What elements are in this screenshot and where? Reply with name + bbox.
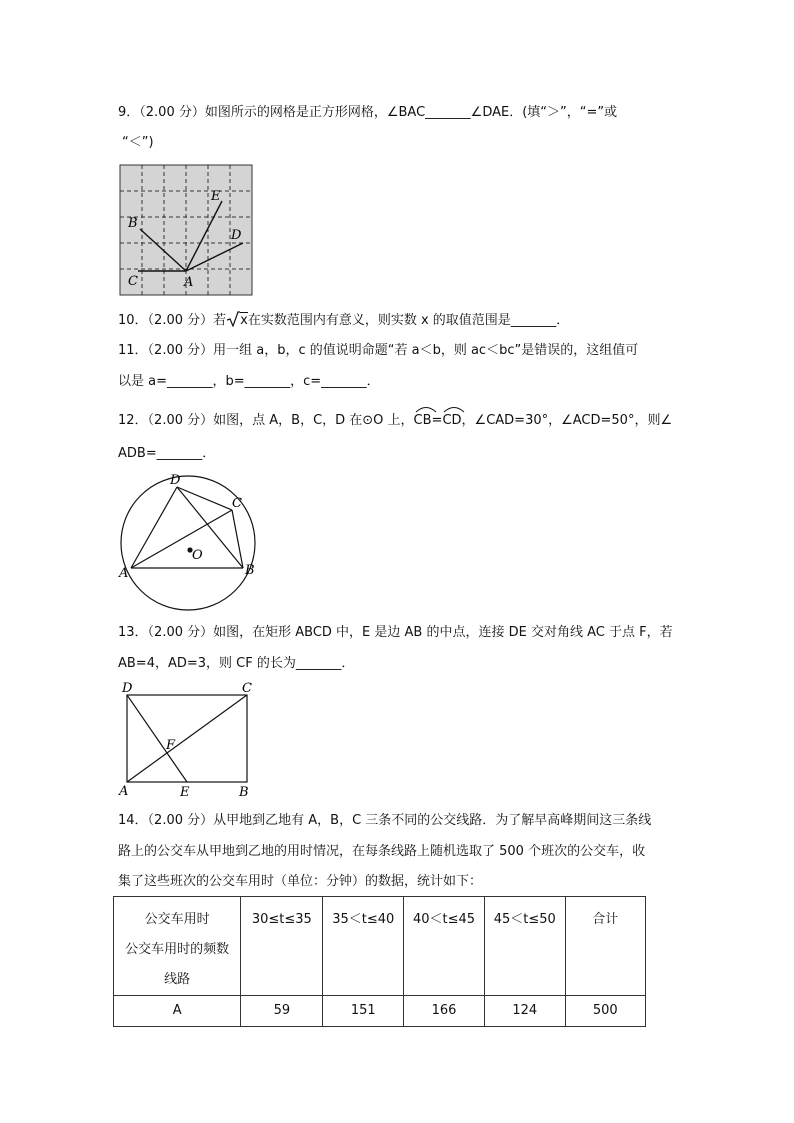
q10-prefix: 10．（2.00 分）若 <box>118 313 227 328</box>
q11-text-line1: 11．（2.00 分）用一组 a，b，c 的值说明命题“若 a＜b，则 ac＜bc”是错误的，这组值可 <box>118 343 639 358</box>
q9-grid-figure <box>118 163 254 297</box>
label-d: D <box>122 681 133 696</box>
header-cell: 45＜t≤50 <box>484 897 565 996</box>
header-cell: 30≤t≤35 <box>241 897 323 996</box>
chord-ac <box>131 510 232 568</box>
chord-cb <box>232 510 243 568</box>
q12-suffix: ，∠CAD=30°，∠ACD=50°，则∠ <box>461 413 673 428</box>
table-corner-cell <box>114 897 241 996</box>
corner-label-route: 线路 <box>164 972 191 987</box>
row-value-cell: 500 <box>565 996 645 1027</box>
q13-text-line2: AB=4，AD=3，则 CF 的长为_______． <box>118 656 355 671</box>
corner-label-frequency: 公交车用时的频数 <box>125 942 230 957</box>
label-f: F <box>166 738 176 753</box>
q10-text <box>118 311 569 330</box>
q14-text-line1: 14．（2.00 分）从甲地到乙地有 A，B，C 三条不同的公交线路．为了解早高峰期间这三条线 <box>118 813 652 828</box>
q12-circle-figure <box>115 468 265 614</box>
header-cell: 40＜t≤45 <box>404 897 485 996</box>
chord-dc <box>177 487 232 510</box>
q9-text-line1: 9．（2.00 分）如图所示的网格是正方形网格，∠BAC_______∠DAE．(填“＞”，“=”或 <box>118 105 618 120</box>
header-cell: 35＜t≤40 <box>323 897 404 996</box>
sqrt-sign-icon <box>226 311 240 327</box>
q13-rectangle-figure <box>112 677 262 801</box>
label-c: C <box>242 681 252 696</box>
q14-text-line2: 路上的公交车从甲地到乙地的用时情况，在每条线路上随机选取了 500 个班次的公交车，收 <box>118 844 646 859</box>
label-c: C <box>232 496 242 511</box>
table-header-row <box>114 897 646 996</box>
label-d: D <box>170 473 181 488</box>
q11-text-line2: 以是 a=_______，b=_______，c=_______． <box>118 374 380 389</box>
label-a: A <box>119 784 129 799</box>
row-value-cell: 151 <box>323 996 404 1027</box>
q10-radicand: x <box>240 313 248 328</box>
frequency-table <box>113 896 646 1027</box>
label-a: A <box>119 566 129 581</box>
q9-text-line2: “＜”) <box>122 135 154 150</box>
q10-suffix: 在实数范围内有意义，则实数 x 的取值范围是_______． <box>247 313 570 328</box>
label-b: B <box>245 563 255 578</box>
arc-cd: CD <box>442 412 461 430</box>
label-a: A <box>184 275 194 290</box>
q14-text-line3: 集了这些班次的公交车用时（单位：分钟）的数据，统计如下： <box>118 874 483 889</box>
arc-cb: CB <box>414 412 432 430</box>
q12-text-line2: ADB=_______． <box>118 446 216 461</box>
row-value-cell: 59 <box>241 996 323 1027</box>
label-b: B <box>128 216 138 231</box>
label-b: B <box>239 785 249 800</box>
diagonal-ac <box>127 695 247 782</box>
label-d: D <box>231 228 242 243</box>
label-e: E <box>180 785 190 800</box>
label-o: O <box>192 548 203 563</box>
row-route-cell: A <box>114 996 241 1027</box>
header-cell: 合计 <box>565 897 645 996</box>
q13-text-line1: 13．（2.00 分）如图，在矩形 ABCD 中，E 是边 AB 的中点，连接 DE 交对角线 AC 于点 F，若 <box>118 625 673 640</box>
row-value-cell: 166 <box>404 996 485 1027</box>
q12-equals: = <box>431 413 443 428</box>
q12-prefix: 12．（2.00 分）如图，点 A，B，C，D 在⊙O 上， <box>118 413 414 428</box>
corner-label-time: 公交车用时 <box>144 912 210 927</box>
label-e: E <box>211 189 221 204</box>
label-c: C <box>128 274 138 289</box>
table-row <box>114 996 646 1027</box>
q12-text-line1 <box>118 412 672 430</box>
row-value-cell: 124 <box>484 996 565 1027</box>
segment-de <box>127 695 187 782</box>
